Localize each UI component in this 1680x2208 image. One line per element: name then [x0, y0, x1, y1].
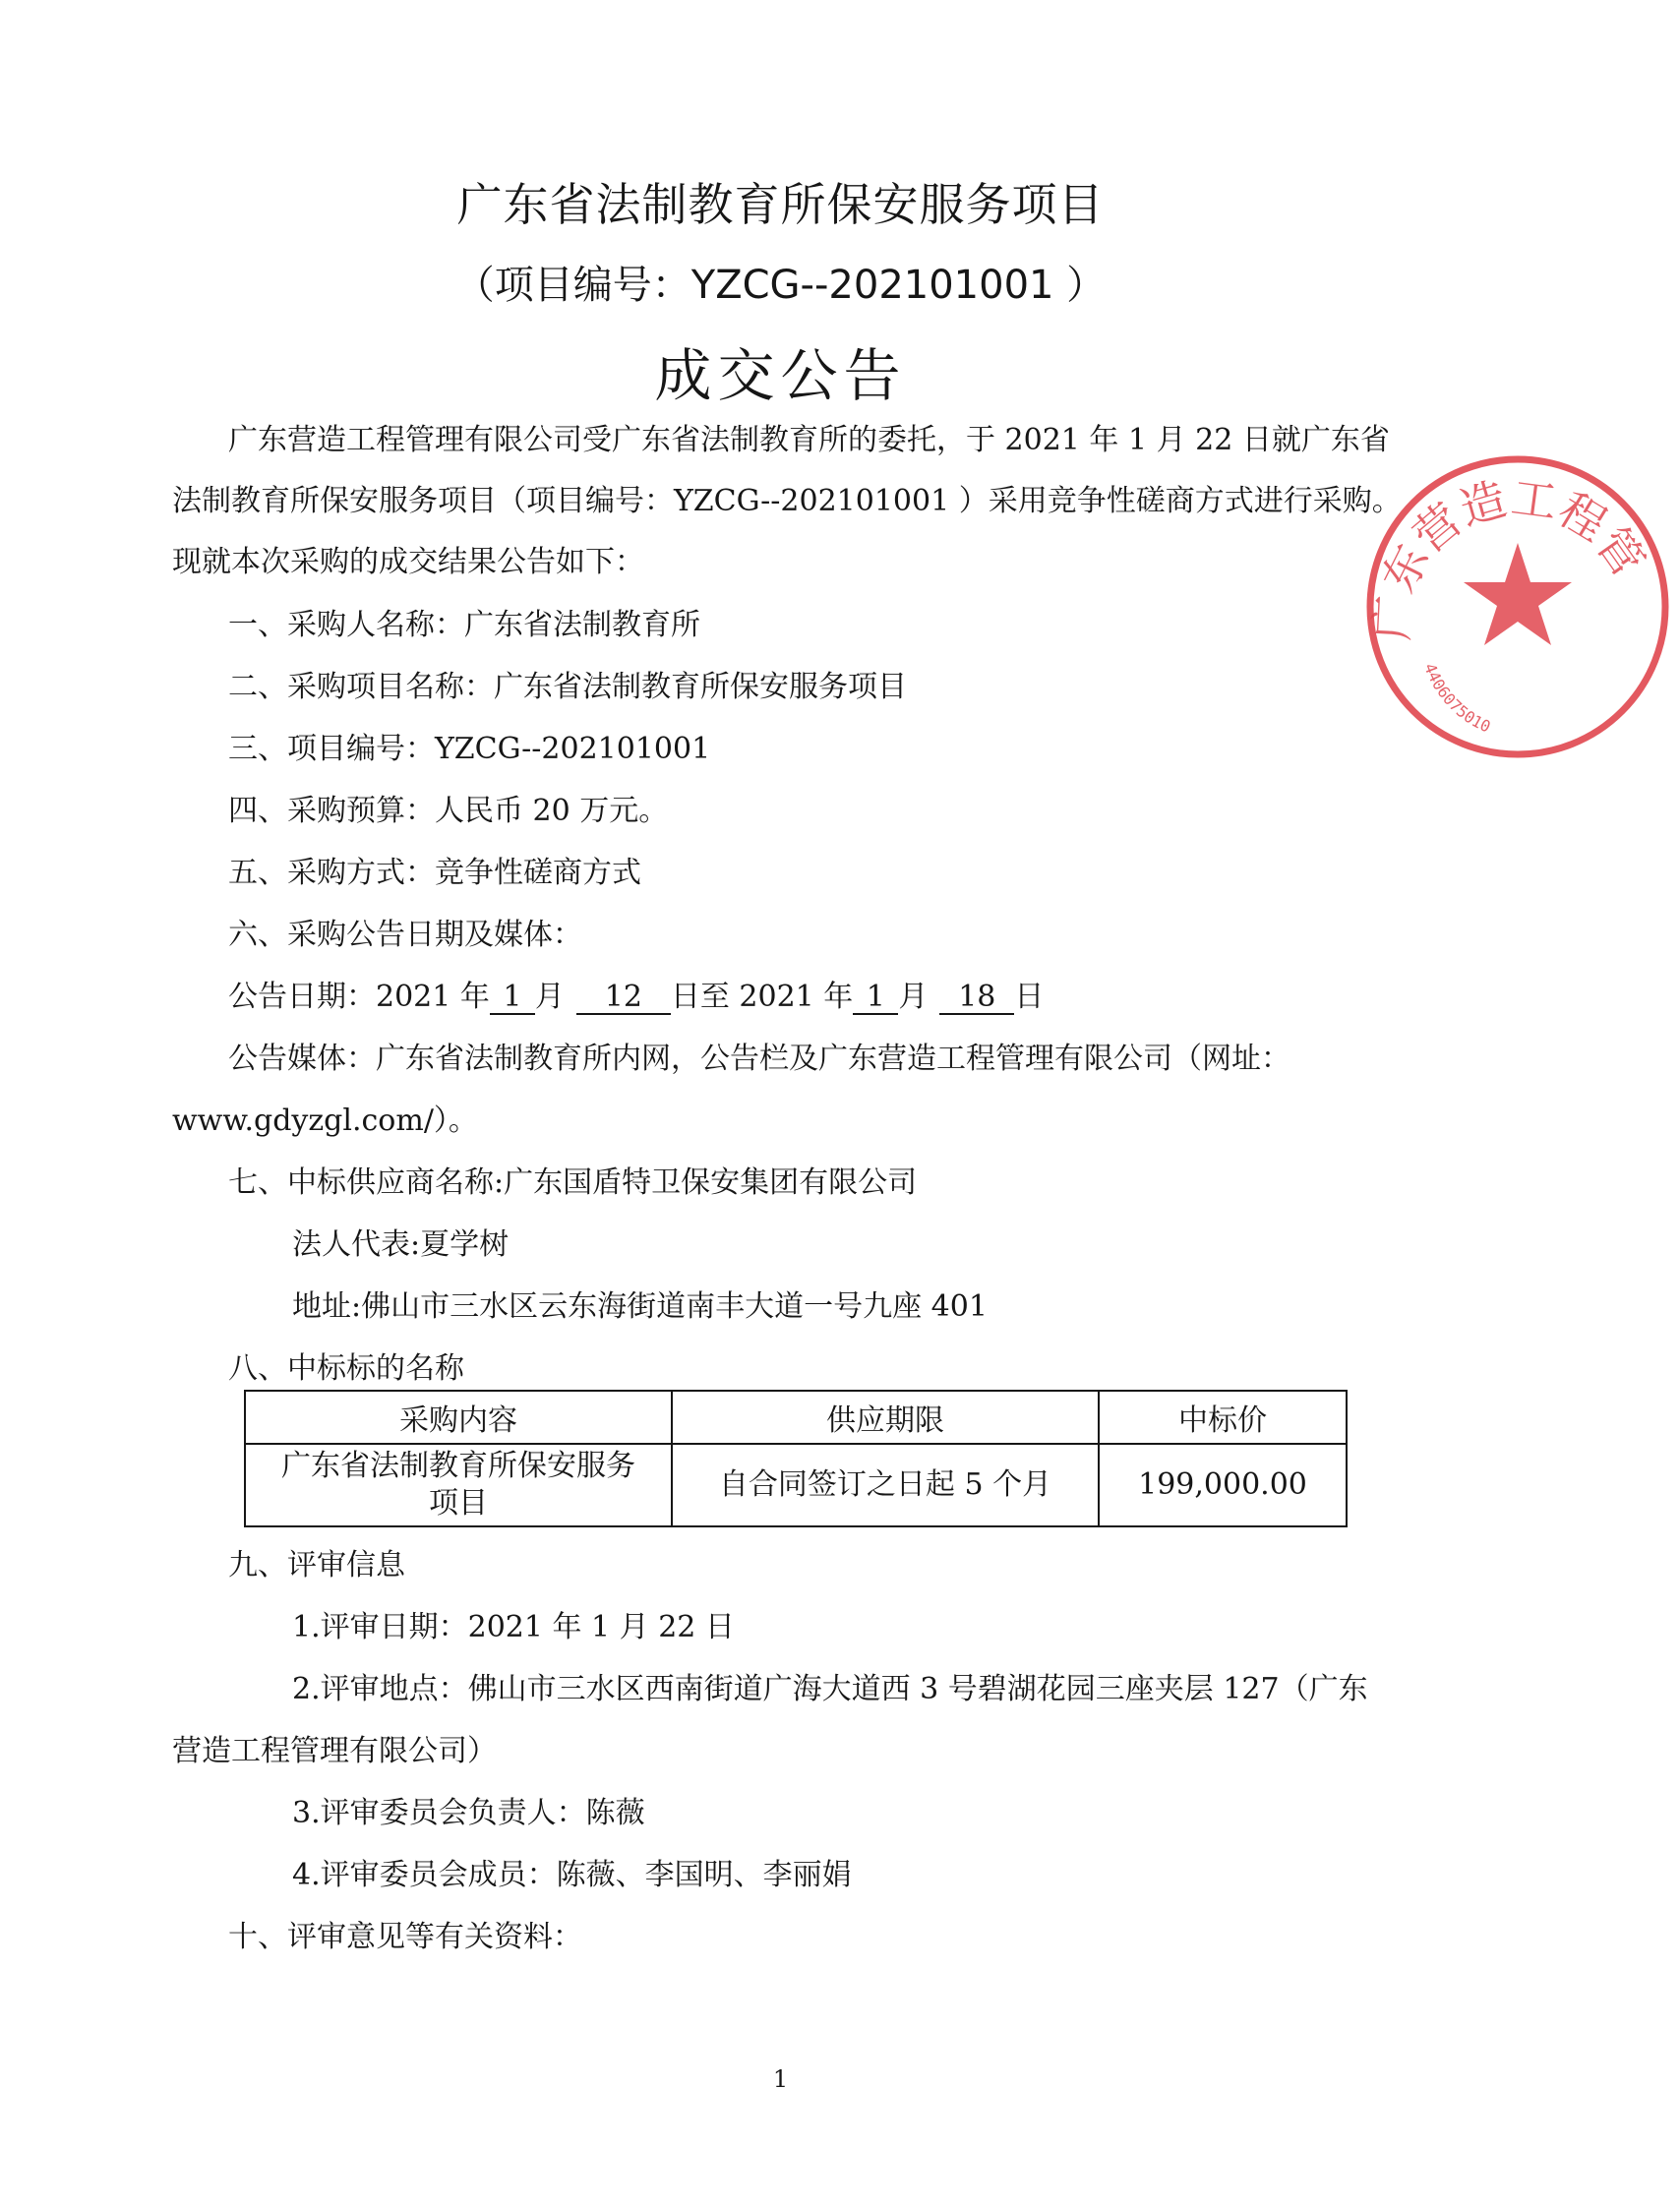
purchaser-name: 一、采购人名称：广东省法制教育所	[228, 608, 700, 642]
day-label: 日	[1014, 980, 1045, 1014]
media-line-1: 公告媒体：广东省法制教育所内网，公告栏及广东营造工程管理有限公司（网址：	[228, 1042, 1290, 1076]
to-label: 日至 2021 年	[670, 980, 854, 1014]
intro-line-3: 现就本次采购的成交结果公告如下：	[172, 545, 644, 579]
cell-price: 199,000.00	[1099, 1444, 1347, 1526]
month-label: 月	[534, 980, 565, 1014]
page-number: 1	[772, 2065, 789, 2093]
procurement-method: 五、采购方式：竞争性磋商方式	[228, 856, 641, 890]
start-month: 1	[490, 983, 535, 1015]
notice-title: 成交公告	[654, 342, 907, 409]
review-opinions-heading: 十、评审意见等有关资料：	[228, 1920, 582, 1954]
supplier-address: 地址:佛山市三水区云东海街道南丰大道一号九座 401	[292, 1289, 988, 1324]
seal-star-icon	[1464, 543, 1572, 645]
seal-text: 广东营造工程管	[1364, 470, 1655, 642]
cell-period: 自合同签订之日起 5 个月	[672, 1444, 1099, 1526]
winning-supplier: 七、中标供应商名称:广东国盾特卫保安集团有限公司	[228, 1165, 918, 1200]
award-table	[244, 1390, 1348, 1527]
month-label-2: 月	[898, 980, 929, 1014]
intro-line-1: 广东营造工程管理有限公司受广东省法制教育所的委托，于 2021 年 1 月 22 日就广东省	[228, 423, 1390, 457]
review-location-line-1: 2.评审地点：佛山市三水区西南街道广海大道西 3 号碧湖花园三座夹层 127（广东	[292, 1672, 1368, 1706]
project-code-title: （项目编号：YZCG--202101001 ）	[454, 263, 1107, 308]
notice-date-prefix: 公告日期：2021 年	[228, 980, 490, 1014]
header-price: 中标价	[1099, 1391, 1347, 1444]
header-period: 供应期限	[672, 1391, 1099, 1444]
project-code: 三、项目编号：YZCG--202101001	[228, 732, 711, 766]
company-seal	[1355, 445, 1680, 769]
review-committee-leader: 3.评审委员会负责人：陈薇	[292, 1796, 645, 1830]
review-location-line-2: 营造工程管理有限公司）	[172, 1734, 497, 1768]
award-table-header-row	[245, 1391, 1347, 1444]
start-day: 12	[576, 983, 671, 1015]
seal-number: 4406075010	[1420, 660, 1494, 737]
cell-content	[245, 1444, 672, 1526]
procurement-budget: 四、采购预算：人民币 20 万元。	[228, 794, 669, 828]
award-heading: 八、中标标的名称	[228, 1351, 464, 1386]
notice-date	[228, 972, 1044, 1015]
review-heading: 九、评审信息	[228, 1548, 405, 1582]
end-month: 1	[853, 983, 898, 1015]
review-committee-members: 4.评审委员会成员：陈薇、李国明、李丽娟	[292, 1858, 852, 1892]
legal-representative: 法人代表:夏学树	[292, 1227, 510, 1262]
cell-content-line-2: 项目	[429, 1486, 488, 1521]
intro-line-2: 法制教育所保安服务项目（项目编号：YZCG--202101001 ）采用竞争性磋商方式进行采购。	[172, 484, 1402, 518]
cell-content-line-1: 广东省法制教育所保安服务	[281, 1449, 635, 1483]
notice-media-heading: 六、采购公告日期及媒体：	[228, 918, 582, 952]
project-title: 广东省法制教育所保安服务项目	[456, 178, 1105, 231]
media-line-2: www.gdyzgl.com/）。	[172, 1104, 478, 1138]
header-content: 采购内容	[245, 1391, 672, 1444]
end-day: 18	[939, 983, 1014, 1015]
review-date: 1.评审日期：2021 年 1 月 22 日	[292, 1610, 735, 1644]
table-row	[245, 1444, 1347, 1526]
project-name: 二、采购项目名称：广东省法制教育所保安服务项目	[228, 670, 907, 704]
